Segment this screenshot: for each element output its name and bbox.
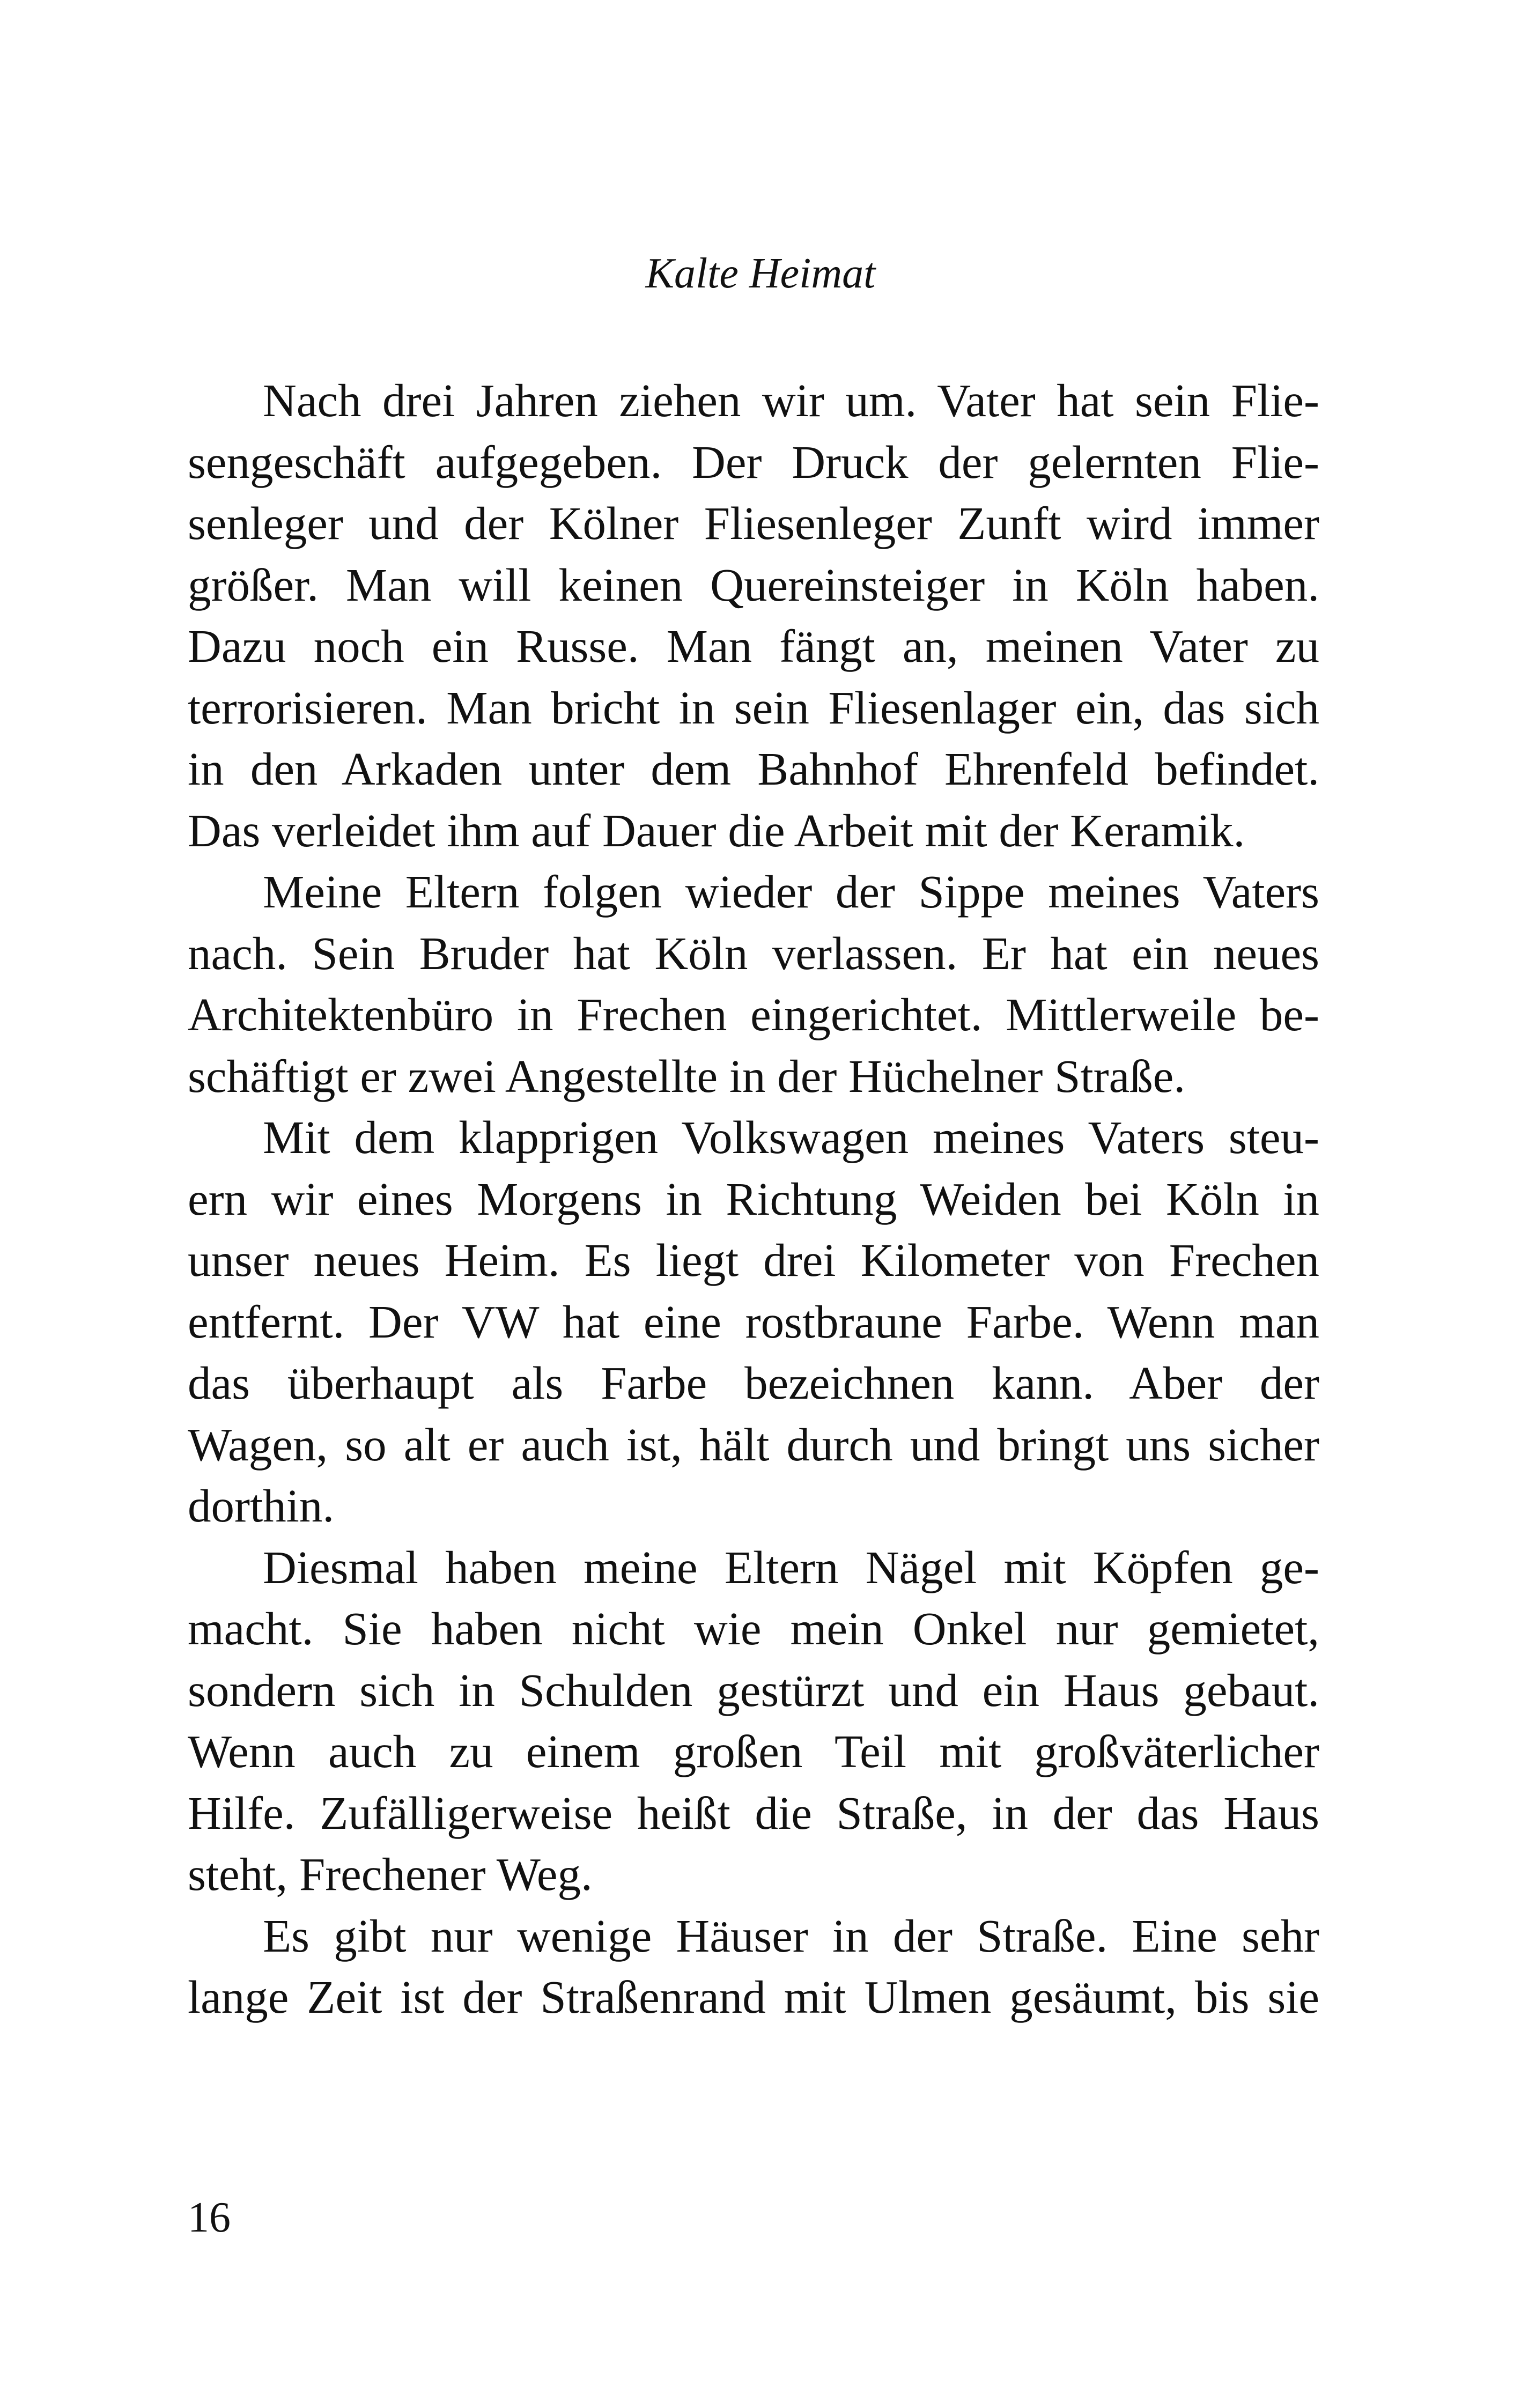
text-line: Wenn auch zu einem großen Teil mit großväterlicher	[188, 1725, 1319, 1777]
text-line: terrorisieren. Man bricht in sein Fliesenlager ein, das sich	[188, 681, 1319, 734]
text-line: unser neues Heim. Es liegt drei Kilometer von Frechen	[188, 1234, 1319, 1286]
text-line: senleger und der Kölner Fliesenleger Zunft wird immer	[188, 497, 1319, 549]
paragraph	[188, 370, 1319, 861]
paragraph	[188, 1107, 1319, 1537]
text-line: Es gibt nur wenige Häuser in der Straße. Eine sehr	[263, 1909, 1319, 1962]
text-line: Wagen, so alt er auch ist, hält durch und bringt uns sicher	[188, 1418, 1319, 1471]
text-line: in den Arkaden unter dem Bahnhof Ehrenfeld befindet.	[188, 743, 1319, 795]
text-line: Das verleidet ihm auf Dauer die Arbeit mit der Keramik.	[188, 804, 1245, 856]
text-line: das überhaupt als Farbe bezeichnen kann. Aber der	[188, 1357, 1319, 1409]
text-line: größer. Man will keinen Quereinsteiger in Köln haben.	[188, 558, 1319, 611]
body-text	[188, 370, 1319, 2028]
paragraph	[188, 861, 1319, 1107]
text-line: entfernt. Der VW hat eine rostbraune Farbe. Wenn man	[188, 1295, 1319, 1348]
text-line: ern wir eines Morgens in Richtung Weiden bei Köln in	[188, 1172, 1319, 1225]
text-line: sondern sich in Schulden gestürzt und ein Haus gebaut.	[188, 1664, 1319, 1716]
text-line: Nach drei Jahren ziehen wir um. Vater hat sein Flie-	[263, 374, 1319, 426]
text-line: Architektenbüro in Frechen eingerichtet. Mittlerweile be-	[188, 988, 1319, 1040]
paragraph	[188, 1905, 1319, 2028]
text-line: lange Zeit ist der Straßenrand mit Ulmen gesäumt, bis sie	[188, 1971, 1319, 2023]
text-line: macht. Sie haben nicht wie mein Onkel nur gemietet,	[188, 1602, 1319, 1654]
text-line: Diesmal haben meine Eltern Nägel mit Köpfen ge-	[263, 1541, 1319, 1593]
text-line: Meine Eltern folgen wieder der Sippe meines Vaters	[263, 866, 1319, 918]
running-head: Kalte Heimat	[645, 250, 876, 297]
text-line: Dazu noch ein Russe. Man fängt an, meinen Vater zu	[188, 620, 1319, 672]
paragraph	[188, 1537, 1319, 1905]
text-line: dorthin.	[188, 1480, 335, 1532]
text-line: steht, Frechener Weg.	[188, 1848, 593, 1900]
text-line: schäftigt er zwei Angestellte in der Hüchelner Straße.	[188, 1050, 1186, 1102]
text-line: Mit dem klapprigen Volkswagen meines Vaters steu-	[263, 1111, 1319, 1163]
text-line: nach. Sein Bruder hat Köln verlassen. Er hat ein neues	[188, 927, 1319, 979]
text-line: sengeschäft aufgegeben. Der Druck der gelernten Flie-	[188, 435, 1319, 488]
text-line: Hilfe. Zufälligerweise heißt die Straße, in der das Haus	[188, 1786, 1319, 1839]
page-number: 16	[188, 2194, 231, 2241]
